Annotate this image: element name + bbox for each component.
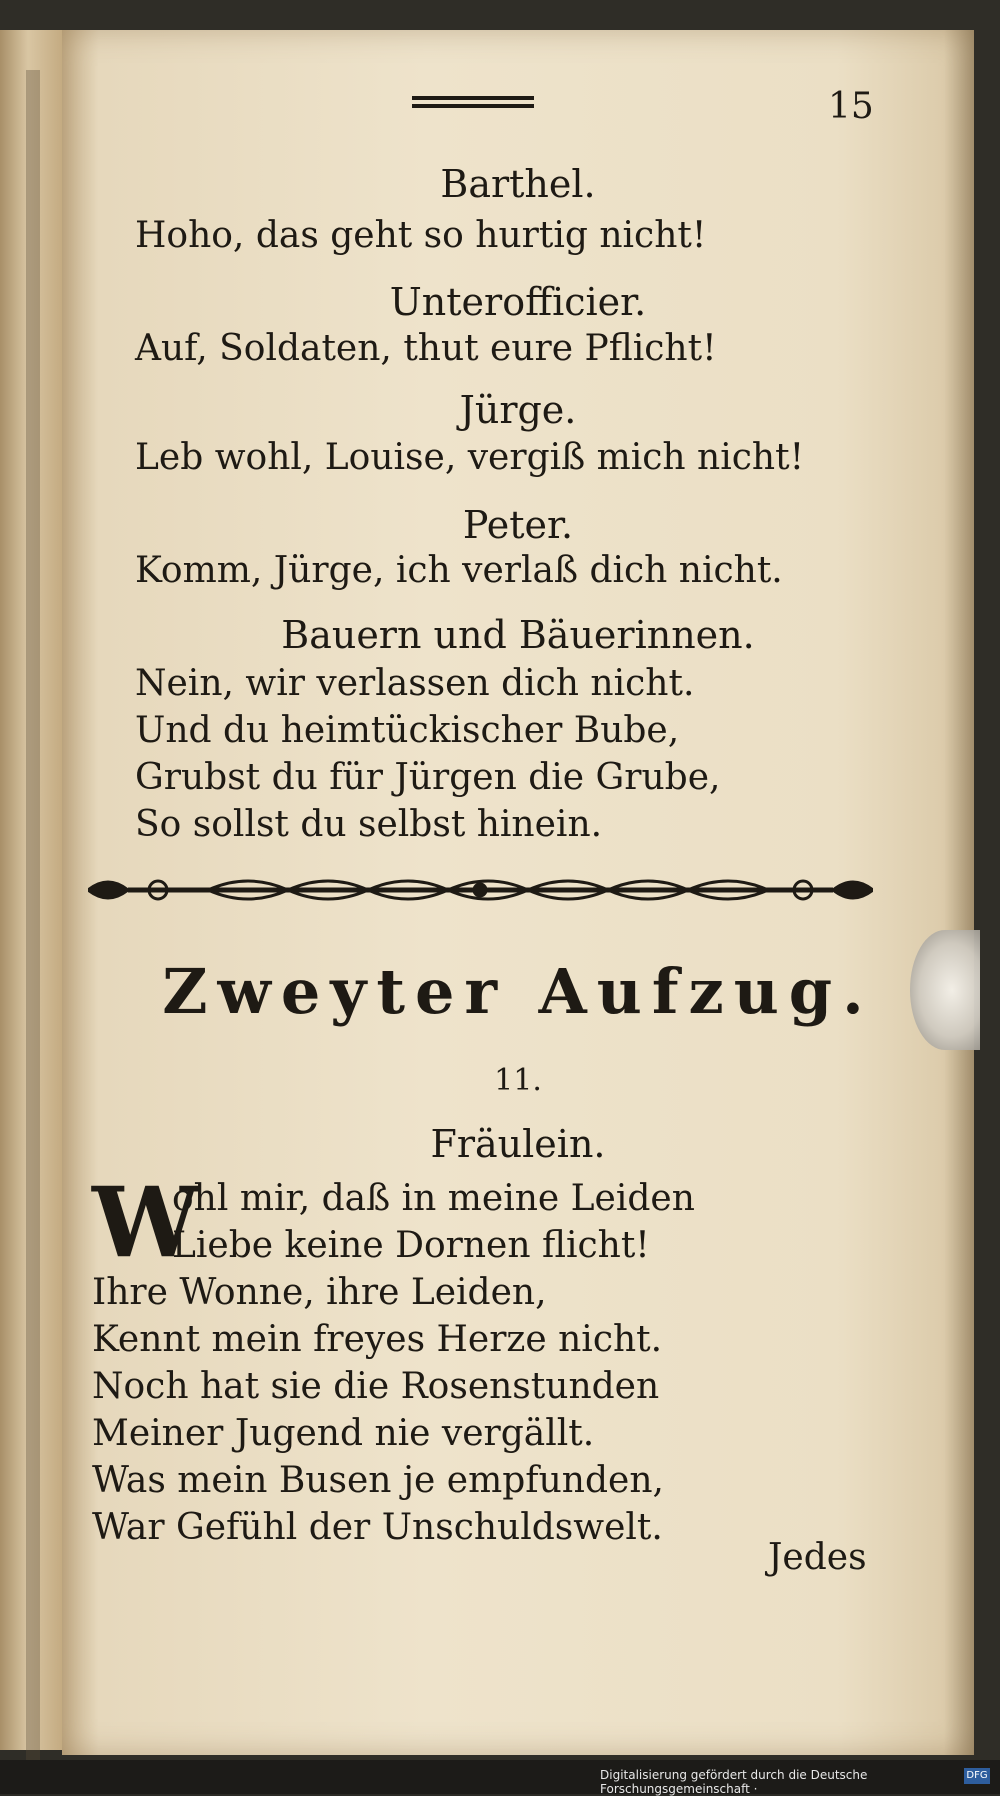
- act-title: Zweyter Aufzug.: [162, 955, 874, 1028]
- catchword: Jedes: [768, 1537, 867, 1578]
- speaker-peter: Peter.: [462, 503, 574, 547]
- line-fraeulein-5: Noch hat sie die Rosenstunden: [92, 1366, 660, 1407]
- page-number: 15: [828, 86, 874, 127]
- left-page-gutter: [26, 70, 40, 1770]
- line-fraeulein-4: Kennt mein freyes Herze nicht.: [92, 1319, 663, 1360]
- speaker-barthel: Barthel.: [440, 162, 596, 206]
- line-bauern-4: So sollst du selbst hinein.: [135, 804, 603, 845]
- line-peter: Komm, Jürge, ich verlaß dich nicht.: [135, 550, 783, 591]
- footer-credit: Digitalisierung gefördert durch die Deutsche Forschungsgemeinschaft ·: [600, 1768, 868, 1796]
- line-fraeulein-6: Meiner Jugend nie vergällt.: [92, 1413, 595, 1454]
- left-page-edge: [0, 30, 62, 1750]
- header-rule: [412, 96, 534, 112]
- scene-number: 11.: [494, 1063, 542, 1098]
- speaker-unterofficier: Unterofficier.: [389, 280, 647, 324]
- speaker-bauern: Bauern und Bäuerinnen.: [281, 613, 755, 657]
- line-fraeulein-1: ohl mir, daß in meine Leiden: [172, 1178, 695, 1219]
- line-bauern-3: Grubst du für Jürgen die Grube,: [135, 757, 721, 798]
- line-fraeulein-7: Was mein Busen je empfunden,: [92, 1460, 664, 1501]
- line-fraeulein-3: Ihre Wonne, ihre Leiden,: [92, 1272, 547, 1313]
- dfg-logo: DFG: [964, 1768, 990, 1784]
- line-fraeulein-8: War Gefühl der Unschuldswelt.: [92, 1507, 663, 1548]
- line-bauern-1: Nein, wir verlassen dich nicht.: [135, 663, 695, 704]
- ornamental-divider: [88, 868, 873, 912]
- speaker-fraeulein: Fräulein.: [430, 1122, 606, 1166]
- drop-cap: W: [92, 1166, 200, 1279]
- line-juerge: Leb wohl, Louise, vergiß mich nicht!: [135, 437, 805, 478]
- line-barthel: Hoho, das geht so hurtig nicht!: [135, 215, 707, 256]
- speaker-juerge: Jürge.: [459, 388, 577, 432]
- line-bauern-2: Und du heimtückischer Bube,: [135, 710, 680, 751]
- line-unterofficier: Auf, Soldaten, thut eure Pflicht!: [135, 328, 717, 369]
- line-fraeulein-2: Liebe keine Dornen flicht!: [172, 1225, 650, 1266]
